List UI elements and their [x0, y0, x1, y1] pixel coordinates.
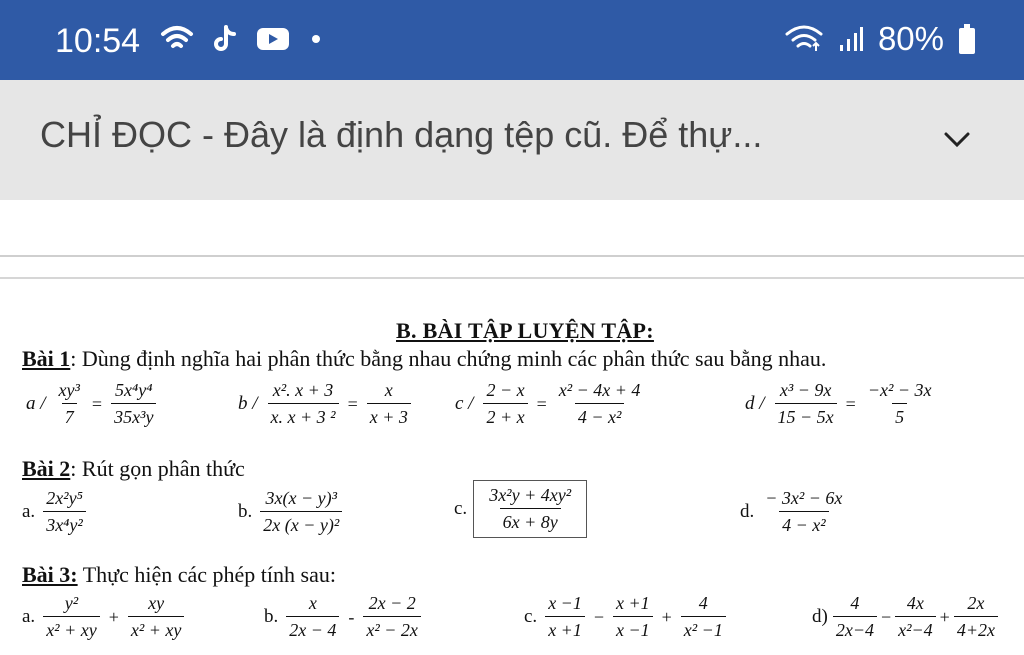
- fraction: [111, 380, 156, 428]
- bai2-a: [22, 488, 88, 536]
- youtube-icon: [256, 26, 290, 52]
- operator: +: [108, 606, 119, 627]
- status-bar: [0, 0, 1024, 80]
- numerator: x: [308, 593, 317, 613]
- numerator: 5x⁴y⁴: [115, 380, 153, 400]
- denominator: x +1: [545, 616, 585, 641]
- numerator: y²: [64, 593, 79, 613]
- item-label: b.: [264, 606, 279, 627]
- fraction: [128, 593, 185, 641]
- denominator: x² − 2x: [363, 616, 421, 641]
- document-page: [0, 280, 1024, 655]
- numerator: x² − 4x + 4: [558, 380, 641, 400]
- bai2-text: : Rút gọn phân thức: [70, 456, 245, 481]
- operator: −: [880, 606, 892, 627]
- fraction: [56, 380, 83, 428]
- item-label: c /: [455, 393, 474, 414]
- denominator: 3x⁴y²: [43, 511, 86, 536]
- more-notifications-dot-icon: [310, 33, 322, 45]
- denominator: 35x³y: [111, 403, 156, 428]
- item-label: b.: [238, 501, 253, 522]
- denominator: x²−4: [895, 616, 936, 641]
- answer-box: [473, 480, 587, 538]
- item-label: c.: [524, 606, 538, 627]
- numerator: 2 − x: [486, 380, 525, 400]
- denominator: 6x + 8y: [500, 508, 561, 533]
- item-label: d /: [745, 393, 765, 414]
- item-label: a.: [22, 606, 36, 627]
- denominator: 4+2x: [954, 616, 998, 641]
- numerator: 4: [698, 593, 708, 613]
- numerator: 3x²y + 4xy²: [489, 485, 572, 505]
- page-gap: [0, 200, 1024, 255]
- bai3-c: [524, 593, 728, 641]
- fraction: [681, 593, 726, 641]
- read-only-banner[interactable]: [0, 80, 1024, 200]
- bai1-c: c / $\frac{2 - x}{2 + x}$ = $\frac{\text{x² − 4x + 4}}{\text{4 − x²}}$: [455, 380, 645, 428]
- bai3-b: [264, 593, 423, 641]
- section-heading: B. BÀI TẬP LUYỆN TẬP:: [396, 318, 654, 343]
- fraction: [260, 488, 342, 536]
- numerator: −x² − 3x: [867, 380, 932, 400]
- numerator: 2x − 2: [368, 593, 416, 613]
- item-label: d.: [740, 501, 755, 522]
- item-label: b /: [238, 393, 258, 414]
- denominator: 4 − x²: [779, 511, 829, 536]
- fraction: [363, 593, 421, 641]
- chevron-down-icon[interactable]: [942, 124, 972, 154]
- fraction: [43, 488, 86, 536]
- numerator: − 3x² − 6x: [765, 488, 843, 508]
- fraction: [833, 593, 877, 641]
- bai2-b: [238, 488, 344, 536]
- denominator: 2 + x: [483, 403, 527, 428]
- bai2-label: Bài 2: [22, 456, 71, 481]
- wifi-calling-icon: [160, 24, 194, 54]
- operator: −: [593, 606, 604, 627]
- bai2-title: [22, 456, 245, 482]
- bai3-title: [22, 562, 336, 588]
- wifi-icon: [784, 23, 824, 55]
- page-divider: [0, 255, 1024, 257]
- denominator: x −1: [613, 616, 653, 641]
- denominator: 7: [62, 403, 77, 428]
- denominator: 2x − 4: [286, 616, 339, 641]
- read-only-message: CHỈ ĐỌC - Đây là định dạng tệp cũ. Để thự...: [40, 114, 763, 155]
- bai1-text: : Dùng định nghĩa hai phân thức bằng nhau chứng minh các phân thức sau bằng nhau.: [70, 346, 827, 371]
- denominator: 2x (x − y)²: [260, 511, 342, 536]
- denominator: x² −1: [681, 616, 726, 641]
- fraction: [954, 593, 998, 641]
- fraction: [367, 380, 411, 428]
- battery-percent: 80%: [877, 20, 944, 57]
- bai1-a: a / $\frac{\text{xy³}}{7}$ = $\frac{\text{5x⁴y⁴}}{\text{35x³y}}$: [26, 380, 158, 428]
- fraction: [613, 593, 653, 641]
- numerator: x −1: [548, 593, 582, 613]
- numerator: xy: [148, 593, 165, 613]
- bai3-label: Bài 3:: [22, 562, 78, 587]
- bai1-b: b / $\frac{\text{x². x + 3}}{\text{x. x + 3 ²}}$ = $\frac{x}{x + 3}$: [238, 380, 413, 428]
- operator: -: [348, 606, 355, 627]
- denominator: 4 − x²: [575, 403, 625, 428]
- page-divider: [0, 277, 1024, 279]
- bai1-title: [22, 346, 826, 372]
- bai3-a: [22, 593, 186, 641]
- item-label: a.: [22, 501, 36, 522]
- fraction: [43, 593, 100, 641]
- bai2-c: [454, 480, 587, 538]
- tiktok-icon: [214, 25, 236, 53]
- bai1-d: d / $\frac{\text{x³ − 9x}}{15 - 5x}$ = $\frac{\text{−x² − 3x}}{5}$: [745, 380, 937, 428]
- denominator: x² + xy: [128, 616, 185, 641]
- numerator: 4x: [906, 593, 924, 613]
- numerator: 4: [850, 593, 860, 613]
- fraction: [865, 380, 935, 428]
- denominator: x² + xy: [43, 616, 100, 641]
- signal-icon: [838, 25, 864, 53]
- denominator: x. x + 3 ²: [268, 403, 339, 428]
- fraction: [486, 485, 574, 533]
- numerator: x³ − 9x: [779, 380, 832, 400]
- denominator: x + 3: [367, 403, 411, 428]
- item-label: c.: [454, 498, 468, 519]
- bai1-label: Bài 1: [22, 346, 71, 371]
- fraction: [762, 488, 845, 536]
- numerator: 2x²y⁵: [46, 488, 83, 508]
- notification-icons: [160, 24, 322, 54]
- numerator: x: [384, 380, 393, 400]
- item-label: a /: [26, 393, 46, 414]
- operator: +: [661, 606, 672, 627]
- fraction: [483, 380, 527, 428]
- status-time: 10:54: [55, 22, 141, 60]
- denominator: 5: [892, 403, 907, 428]
- fraction: [286, 593, 339, 641]
- numerator: x +1: [615, 593, 650, 613]
- fraction: [775, 380, 837, 428]
- bai3-d: [812, 593, 1000, 641]
- bai3-text: Thực hiện các phép tính sau:: [77, 562, 336, 587]
- numerator: x². x + 3: [272, 380, 334, 400]
- numerator: xy³: [58, 380, 80, 400]
- fraction: [556, 380, 644, 428]
- operator: +: [939, 606, 950, 627]
- denominator: 2x−4: [833, 616, 877, 641]
- battery-icon: [958, 23, 976, 55]
- bai2-d: [740, 488, 847, 536]
- fraction: [268, 380, 339, 428]
- numerator: 3x(x − y)³: [265, 488, 337, 508]
- fraction: [545, 593, 585, 641]
- denominator: 15 − 5x: [775, 403, 837, 428]
- item-label: d): [812, 606, 828, 627]
- fraction: [895, 593, 936, 641]
- numerator: 2x: [967, 593, 985, 613]
